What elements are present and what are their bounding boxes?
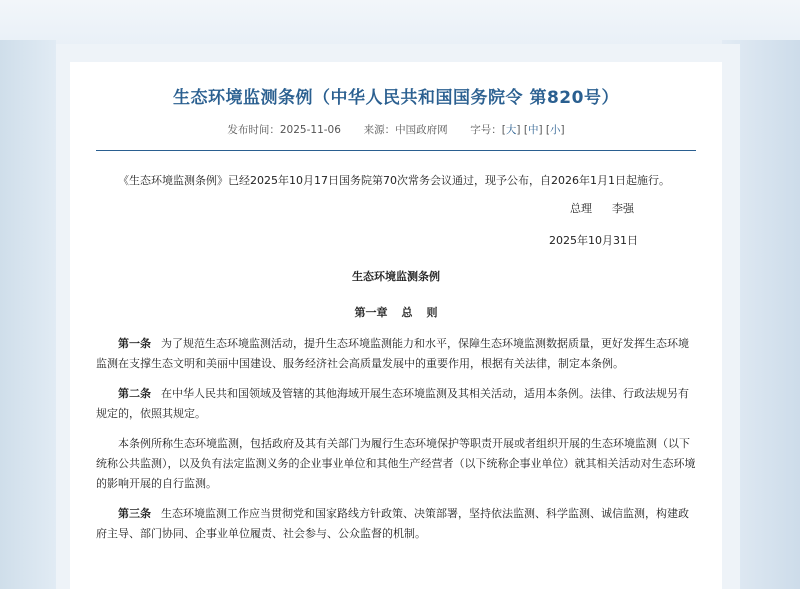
chapter-number: 第一章: [354, 306, 388, 319]
article-3: [96, 504, 696, 544]
promulgation-notice: 《生态环境监测条例》已经2025年10月17日国务院第70次常务会议通过，现予公布，自2026年1月1日起施行。: [118, 174, 670, 187]
article-3-label: 第三条: [118, 507, 151, 520]
article-1-text: 为了规范生态环境监测活动，提升生态环境监测能力和水平，保障生态环境监测数据质量，更好发挥生态环境监测在支撑生态文明和美丽中国建设、服务经济社会高质量发展中的重要作用，根据有关法律，制定本条例。: [96, 337, 689, 370]
font-size-large-link[interactable]: 大: [505, 124, 517, 136]
article-1: [96, 334, 696, 374]
publish-date: 2025-11-06: [279, 124, 341, 136]
article-title: 生态环境监测条例（中华人民共和国国务院令 第820号）: [173, 88, 619, 108]
page-background-left: [0, 40, 56, 589]
signature: [96, 199, 696, 219]
article-2-label: 第二条: [118, 387, 151, 400]
source-label: 来源：: [363, 124, 396, 136]
article-2-paragraph-2: 本条例所称生态环境监测，包括政府及其有关部门为履行生态环境保护等职责开展或者组织开展的生态环境监测（以下统称公共监测），以及负有法定监测义务的企业事业单位和其他生产经营者（以下统称企事业单位）就其相关活动对生态环境的影响开展的自行监测。: [96, 437, 696, 490]
font-size-label: 字号：: [470, 124, 502, 136]
font-size-medium-link[interactable]: 中: [527, 124, 539, 136]
article-3-text: 生态环境监测工作应当贯彻党和国家路线方针政策、决策部署，坚持依法监测、科学监测、诚信监测，构建政府主导、部门协同、企事业单位履责、社会参与、公众监督的机制。: [96, 507, 689, 540]
title-divider: [96, 150, 696, 151]
publish-date-label: 发布时间：: [227, 124, 280, 136]
font-size-small-link[interactable]: 小: [550, 124, 561, 136]
regulation-title: 生态环境监测条例: [352, 270, 440, 283]
article-body: [96, 171, 696, 544]
chapter-name-1: 总: [401, 306, 413, 319]
article-meta: 发布时间：2025-11-06 来源：中国政府网 字号：[大] [中] [小]: [227, 124, 565, 136]
signer-name: 李强: [612, 202, 634, 215]
chapter-name-2: 则: [426, 306, 438, 319]
source-value: 中国政府网: [395, 124, 448, 136]
article-2-text: 在中华人民共和国领域及管辖的其他海域开展生态环境监测及其相关活动，适用本条例。法律、行政法规另有规定的，依照其规定。: [96, 387, 689, 420]
article-container: [70, 62, 722, 589]
chapter-heading: [96, 303, 696, 323]
signer-title: 总理: [570, 202, 592, 215]
article-2: [96, 384, 696, 424]
article-1-label: 第一条: [118, 337, 151, 350]
signature-date: 2025年10月31日: [549, 234, 638, 247]
